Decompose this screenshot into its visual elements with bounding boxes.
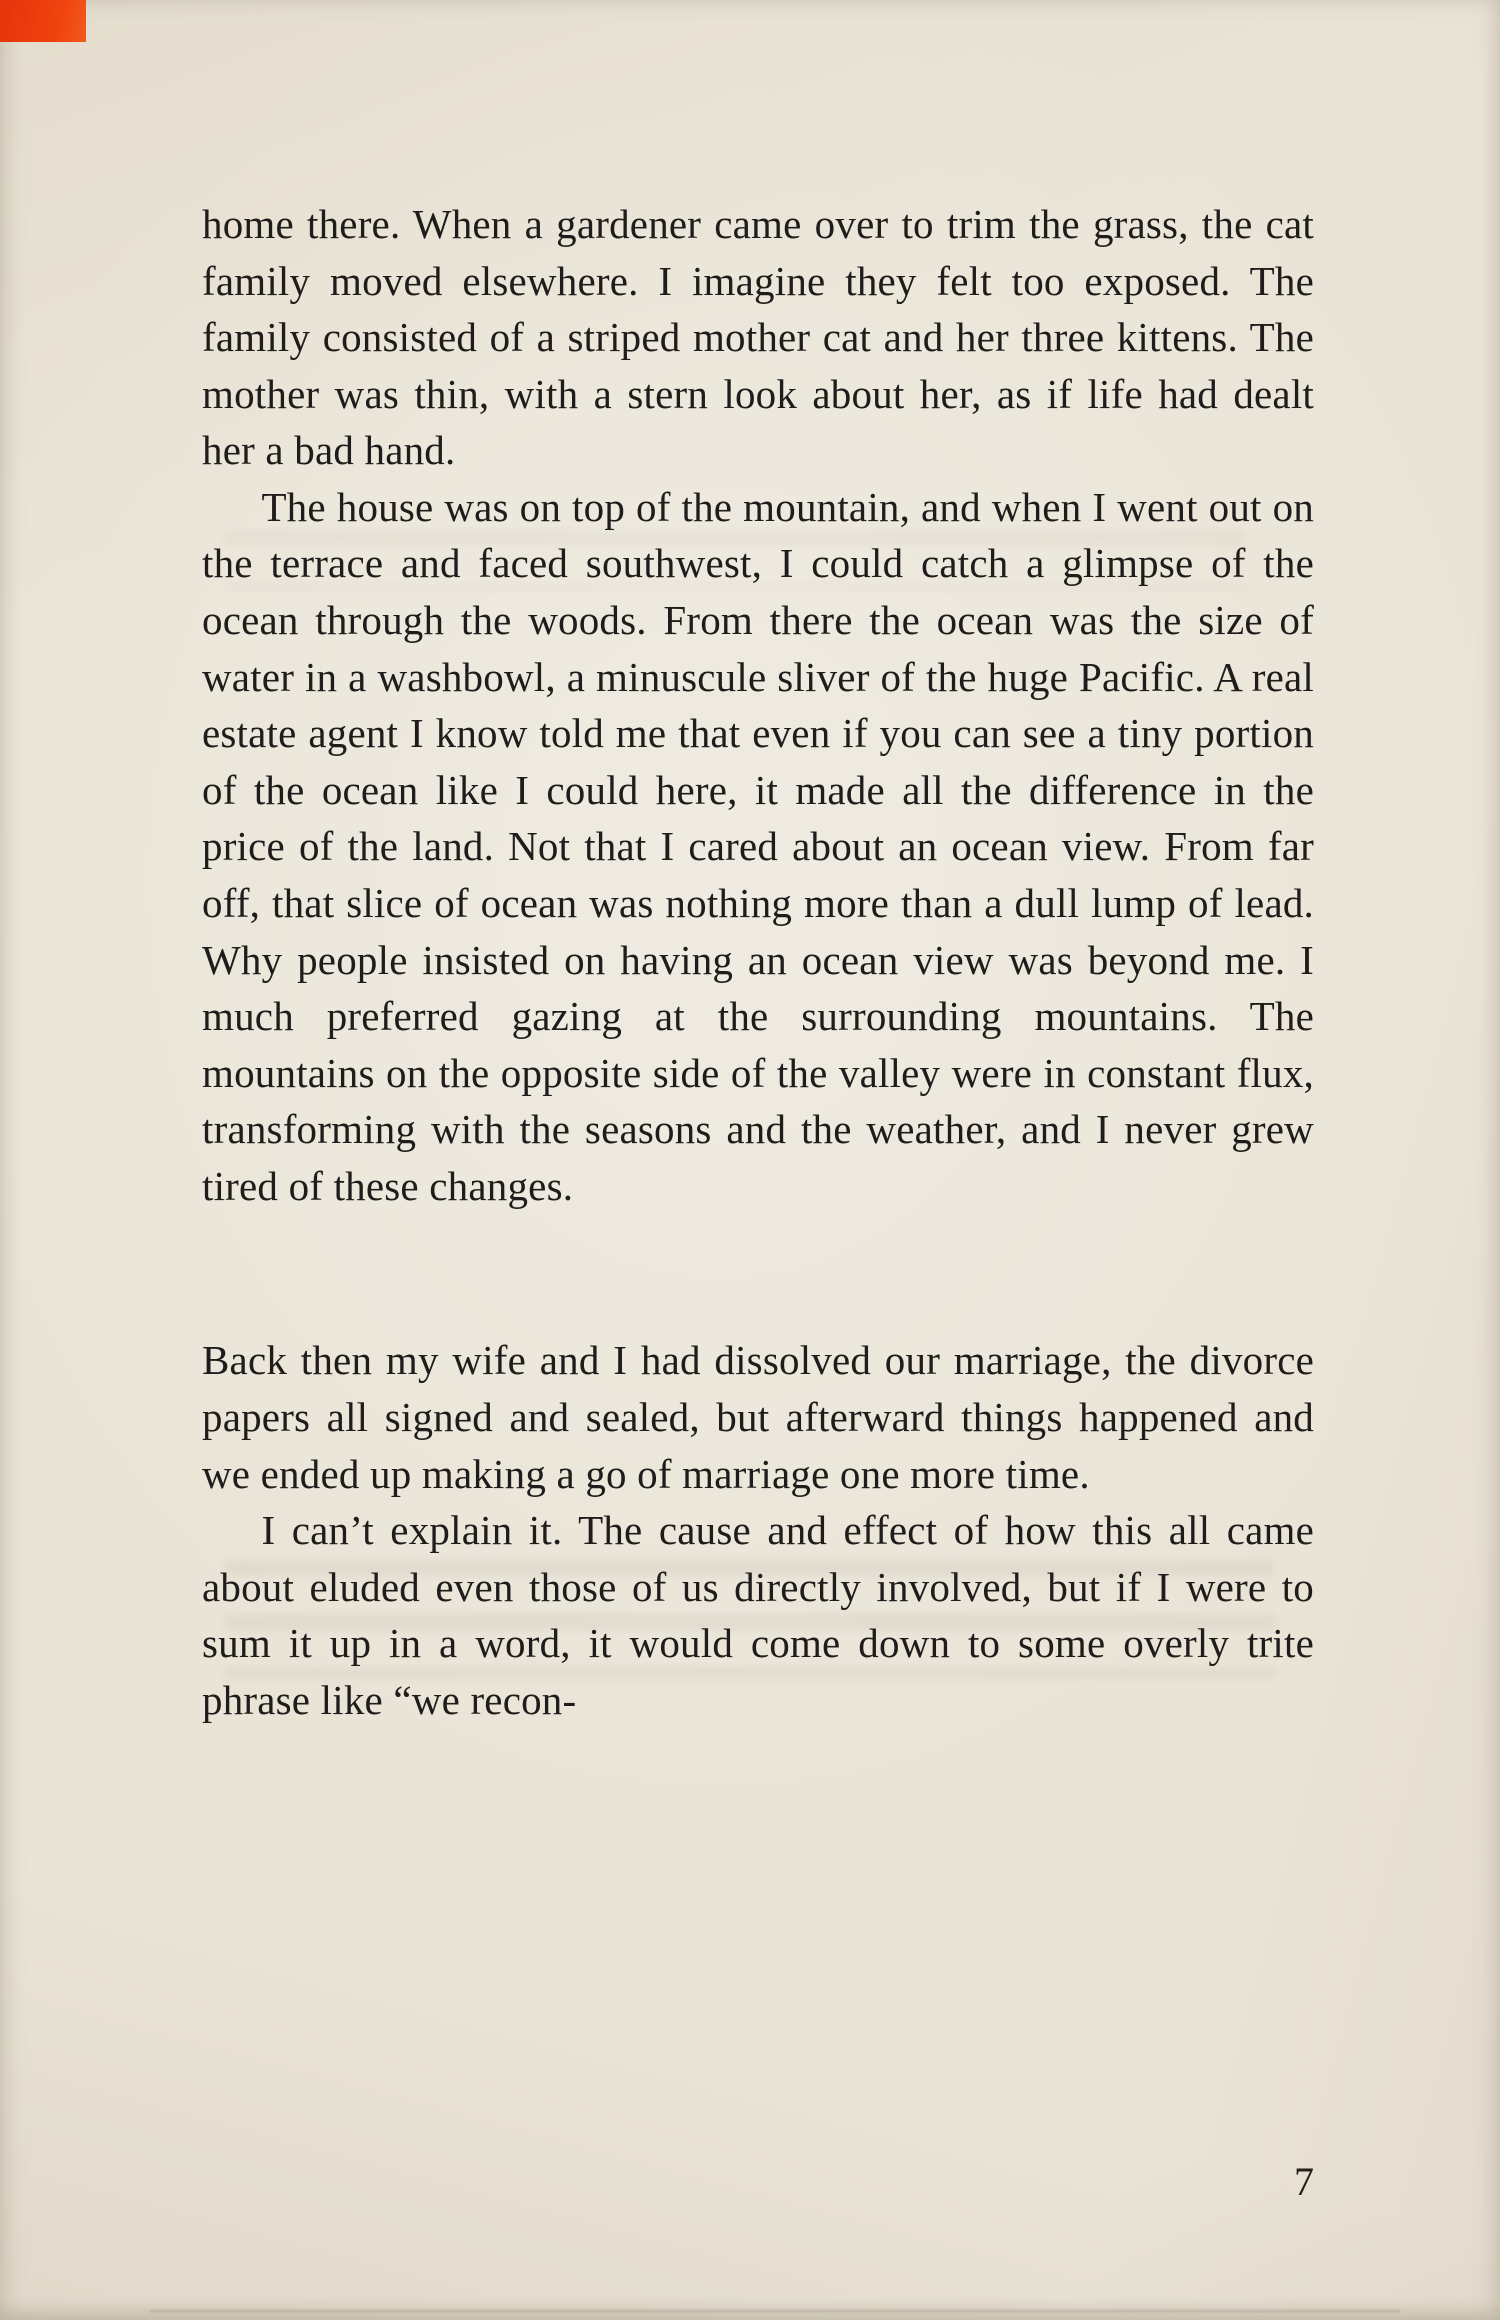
paragraph-cant-explain: I can’t explain it. The cause and effect of how this all came about eluded even those of us directly involved, but if I were to sum it up in a word, it would come down to some overly trite phrase like “we recon- <box>202 1507 1314 1723</box>
page-bottom-edge <box>150 2310 1400 2312</box>
paragraph-marriage-dissolved: Back then my wife and I had dissolved our marriage, the divorce papers all signed and sealed, but afterward things happened and we ended up making a go of marriage one more time. <box>202 1337 1314 1497</box>
page-number: 7 <box>1294 2159 1314 2204</box>
paragraph-continuation: home there. When a gardener came over to trim the grass, the cat family moved elsewhere. I imagine they felt too exposed. The family consisted of a striped mother cat and her three kittens. The mother was thin, with a stern look about her, as if life had dealt her a bad hand. <box>202 201 1314 474</box>
paragraph-house-on-mountain: The house was on top of the mountain, and when I went out on the terrace and faced southwest, I could catch a glimpse of the ocean through the woods. From there the ocean was the size of water in a washbowl, a minuscule sliver of the huge Pacific. A real estate agent I know told me that even if you can see a tiny portion of the ocean like I could here, it made all the difference in the price of the land. Not that I cared about an ocean view. From far off, that slice of ocean was nothing more than a dull lump of lead. Why people insisted on having an ocean view was beyond me. I much preferred gazing at the surrounding mountains. The mountains on the opposite side of the valley were in constant flux, transforming with the seasons and the weather, and I never grew tired of these changes. <box>202 483 1314 1209</box>
page-text-block <box>202 196 1314 1728</box>
red-cover-corner <box>0 0 86 42</box>
